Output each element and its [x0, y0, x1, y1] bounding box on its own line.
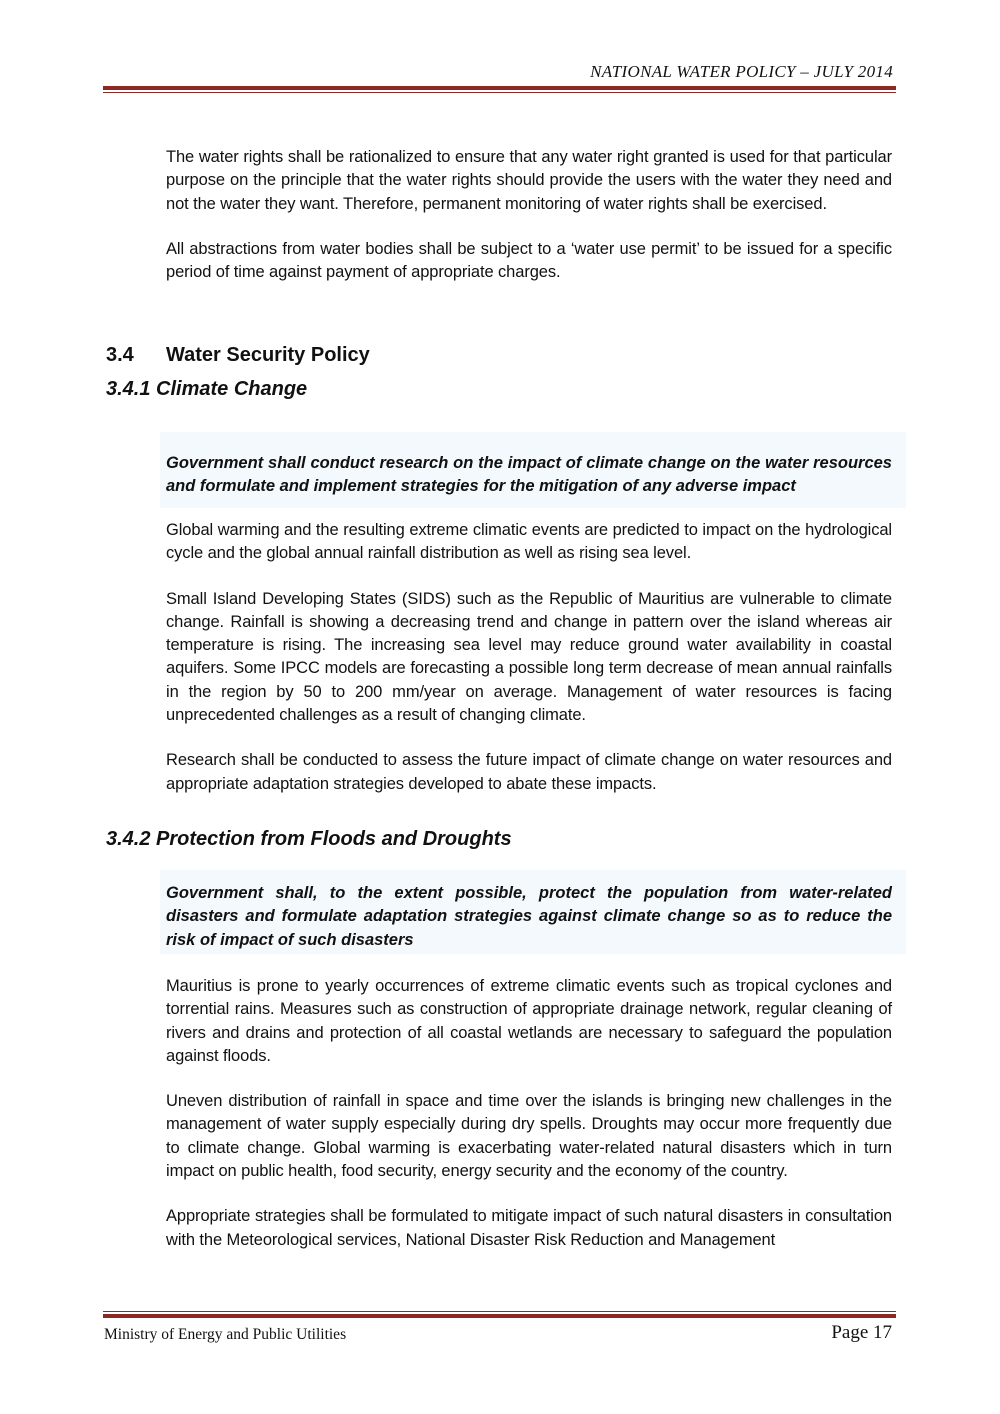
paragraph-sids: Small Island Developing States (SIDS) such as the Republic of Mauritius are vulnerable to climate change. Rainfall is showing a decreasing trend and change in pattern over the island whereas air temperature is rising. The increasing sea level may reduce ground water availability in coastal aquifers. Some IPCC models are forecasting a possible long term decrease of mean annual rainfalls in the region by 50 to 200 mm/year on average. Management of water resources is facing unprecedented challenges as a result of changing climate. [166, 589, 892, 725]
policy-statement-climate: Government shall conduct research on the impact of climate change on the water resources and formulate and implement strategies for the mitigation of any adverse impact [166, 454, 892, 496]
paragraph-research: Research shall be conducted to assess the future impact of climate change on water resources and appropriate adaptation strategies developed to abate these impacts. [166, 751, 892, 793]
floods-droughts-body [166, 975, 892, 1274]
subsection-heading-3-4-2: 3.4.2 Protection from Floods and Droughts [106, 828, 512, 850]
footer-rule [103, 1311, 896, 1318]
paragraph-strategies: Appropriate strategies shall be formulated to mitigate impact of such natural disasters in consultation with the Meteorological services, National Disaster Risk Reduction and Management [166, 1207, 892, 1249]
policy-statement-box-floods [160, 870, 906, 954]
policy-statement-floods: Government shall, to the extent possible, protect the population from water-related disasters and formulate adaptation strategies against climate change so as to reduce the risk of impact of such disasters [166, 884, 892, 949]
running-header-title: NATIONAL WATER POLICY – JULY 2014 [590, 62, 893, 81]
section-number: 3.4 [106, 344, 134, 366]
paragraph-mauritius-floods: Mauritius is prone to yearly occurrences of extreme climatic events such as tropical cyclones and torrential rains. Measures such as construction of appropriate drainage network, regular cleaning of rivers and drains and protection of all coastal wetlands are necessary to safeguard the population against floods. [166, 977, 892, 1065]
climate-change-body [166, 519, 892, 818]
section-title: Water Security Policy [166, 344, 370, 366]
paragraph-global-warming: Global warming and the resulting extreme climatic events are predicted to impact on the hydrological cycle and the global annual rainfall distribution as well as rising sea level. [166, 521, 892, 563]
policy-statement-box-climate [160, 432, 906, 508]
section-heading-3-4 [106, 344, 370, 367]
page-number: Page 17 [831, 1322, 892, 1343]
subsection-heading-3-4-1: 3.4.1 Climate Change [106, 378, 308, 400]
paragraph-uneven-rainfall: Uneven distribution of rainfall in space and time over the islands is bringing new challenges in the management of water supply especially during dry spells. Droughts may occur more frequently due to climate change. Global warming is exacerbating water-related natural disasters which in turn impact on public health, food security, energy security and the economy of the country. [166, 1092, 892, 1181]
intro-paragraph-abstractions: All abstractions from water bodies shall be subject to a ‘water use permit’ to be issued for a specific period of time against payment of appropriate charges. [166, 239, 892, 282]
header-rule [103, 86, 896, 93]
intro-paragraph-water-rights: The water rights shall be rationalized to ensure that any water right granted is used for that particular purpose on the principle that the water rights should provide the users with the water they need and not the water they want. Therefore, permanent monitoring of water rights shall be exercised. [166, 148, 892, 213]
footer-ministry: Ministry of Energy and Public Utilities [104, 1326, 347, 1343]
intro-block [166, 146, 892, 306]
